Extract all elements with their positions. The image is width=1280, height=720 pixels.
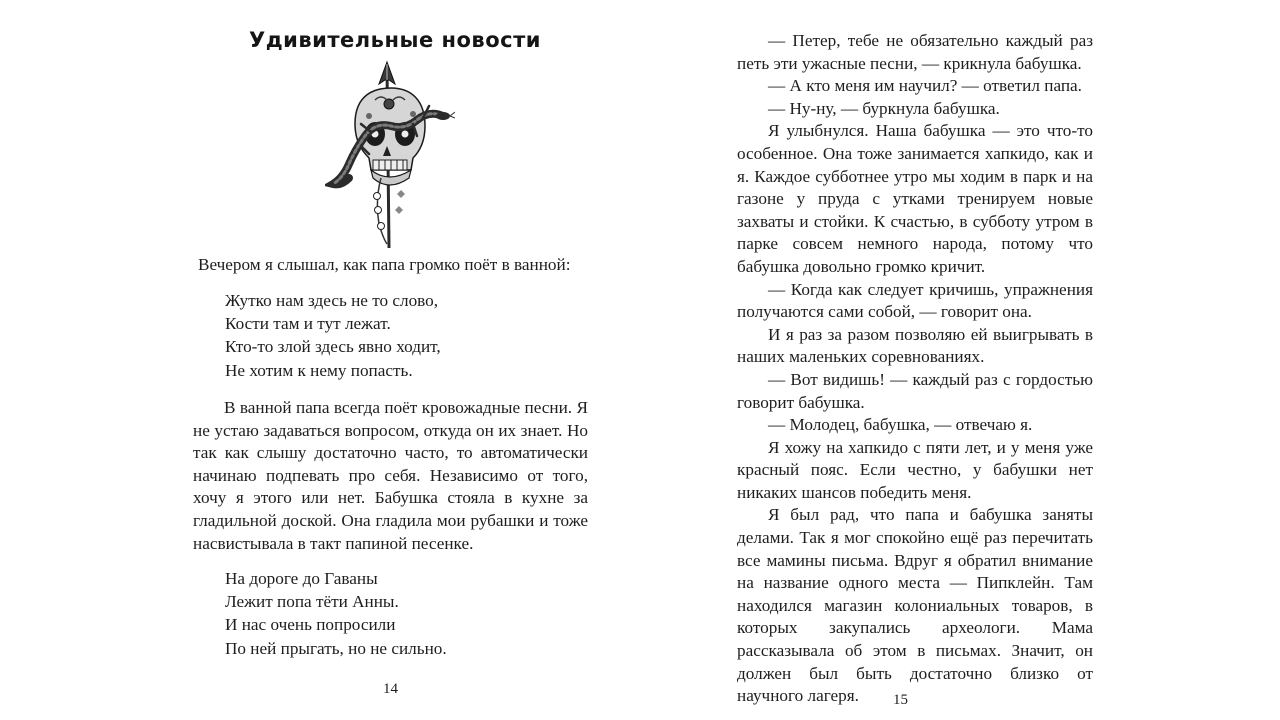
verse-line: Лежит попа тёти Анны. — [225, 592, 399, 612]
paragraph-text: В ванной папа всегда поёт кровожадные песни. Я не устаю задаваться вопросом, откуда он их знает. Но так как слышу достаточно часто, то автоматически начинаю подпевать про себя. Независимо от того, хочу я этого или нет. Бабушка стояла в кухне за гладильной доской. Она гладила мои рубашки и тоже насвистывала в такт папиной песенке. — [193, 398, 588, 553]
paragraph-text: — А кто меня им научил? — ответил папа. — [768, 76, 1082, 96]
paragraph-text: — Ну-ну, — буркнула бабушка. — [768, 98, 1000, 118]
chapter-title: Удивительные новости — [249, 28, 541, 52]
paragraph-text: Я был рад, что папа и бабушка заняты делами. Так я мог спокойно ещё раз перечитать все мамины письма. Вдруг я обратил внимание на название одного места — Пипклейн. Там находился магазин колониальных товаров, в которых закупались археологи. Мама рассказывала об этом в письмах. Значит, он должен был быть достаточно близко от научного лагеря. — [737, 505, 1093, 706]
verse-line: Не хотим к нему попасть. — [225, 360, 413, 380]
verse-line: По ней прыгать, но не сильно. — [225, 638, 447, 658]
body-paragraph — [193, 397, 588, 555]
intro-paragraph — [198, 254, 608, 277]
intro-text: Вечером я слышал, как папа громко поёт в ванной: — [198, 255, 571, 274]
verse-line: Кости там и тут лежат. — [225, 314, 391, 334]
paragraph-text: — Когда как следует кричишь, упражнения получаются сами собой, — говорит она. — [737, 279, 1093, 322]
paragraph-text: — Петер, тебе не обязательно каждый раз петь эти ужасные песни, — крикнула бабушка. — [737, 31, 1093, 73]
left-page — [185, 0, 605, 720]
song-verse-2 — [225, 567, 447, 660]
verse-line: На дороге до Гаваны — [225, 569, 378, 588]
skull-lizard-spear-illustration — [325, 60, 455, 252]
paragraph-text: Я хожу на хапкидо с пяти лет, и у меня уже красный пояс. Если честно, у бабушки нет никаких шансов победить меня. — [737, 437, 1093, 502]
paragraph-text: И я раз за разом позволяю ей выигрывать в наших маленьких соревнованиях. — [737, 324, 1093, 367]
page-number: 14 — [383, 681, 398, 697]
paragraph-text: Я улыбнулся. Наша бабушка — это что-то особенное. Она тоже занимается хапкидо, как и я. Каждое субботнее утро мы ходим в парк и на газоне у пруда с утками тренируем новые захваты и стойки. К счастью, в субботу утром в парке совсем немного народа, потому что бабушка довольно громко кричит. — [737, 121, 1093, 276]
paragraph-text: — Вот видишь! — каждый раз с гордостью говорит бабушка. — [737, 369, 1093, 412]
verse-line: И нас очень попросили — [225, 615, 396, 635]
verse-line: Жутко нам здесь не то слово, — [225, 291, 439, 310]
right-page-text — [737, 30, 1093, 708]
page-number: 15 — [893, 692, 908, 708]
song-verse-1 — [225, 289, 441, 382]
paragraph-text: — Молодец, бабушка, — отвечаю я. — [768, 415, 1033, 435]
verse-line: Кто-то злой здесь явно ходит, — [225, 337, 441, 357]
right-page — [737, 0, 1093, 720]
